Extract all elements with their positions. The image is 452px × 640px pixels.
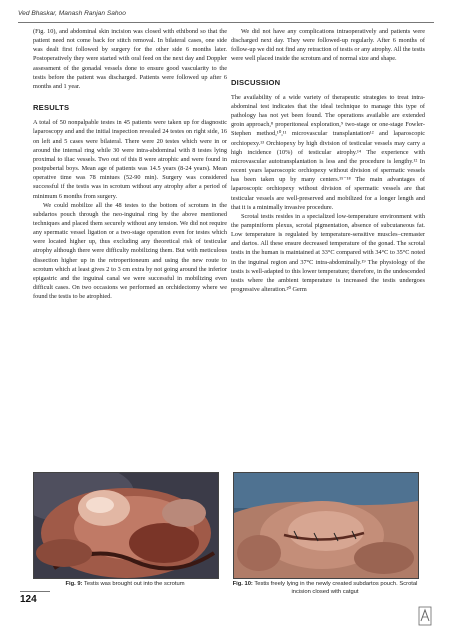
results-paragraph-1: A total of 50 nonpalpable testes in 45 patients were taken up for diagnostic laparoscopy and and the initial inspection revealed 24 testes on right side, 16 on left and 5 cases were bilateral. There were 20 testes which were in or around the internal ring while 30 were intra-abdominal with 8 testes lying proximal to iliac vessels. Two out of this 8 were atrophic and were found in postpubertal boys. Mean age of patients was 14.5 years (8-24 years). Mean operative time was 78 mintues (52-90 min). Surgery was considered successful if the testis was in scrotum without any atrophy after a period of minimum 6 months from surgery. xyxy=(33,119,227,200)
figure-9-photo xyxy=(33,472,219,579)
figure-10-caption-text: Testis freely lying in the newly created subdartos pouch. Scrotal incision closed with catgut xyxy=(254,581,418,595)
page-number: 124 xyxy=(20,591,50,605)
right-intro-paragraph: We did not have any complications intraoperatively and patients were discharged next day. They were followed-up regularly. After 6 months of follow-up we did not find any retraction of testis or any atrophy. All the testis were well placed inside the scrotum and of normal size and shape. xyxy=(231,28,425,63)
figure-9-label: Fig. 9: xyxy=(65,581,83,587)
discussion-heading: DISCUSSION xyxy=(231,77,281,87)
figure-10-caption xyxy=(226,581,424,596)
left-column xyxy=(33,27,227,301)
results-heading: RESULTS xyxy=(33,103,70,113)
figure-10-photo xyxy=(233,472,419,579)
left-intro-paragraph: (Fig. 10), and abdominal skin incision was closed with ethibond so that the patient need not come back for stitch removal. In bilateral cases, one side was dealt first followed by surgery for the other side 6 months later. Postoperatively they were started with oral feed on the next day and Doppler assessment of the gonadal vessels done to ensure good vascularity to the testis before the patient was discharged. Patients were followed up after 6 months and 1 year. xyxy=(33,28,227,90)
figure-9-caption xyxy=(33,581,217,589)
discussion-paragraph-2: Scrotal testis resides in a specialized low-temperature environment with the pampiniform plexus, scrotal pigmentation, absence of subcutaneous fat. Low temperature is regulated by temperature-sensitive muscles–cremaster and dartos. All these ensure decreased temperature of the gonad. The scrotal testis in the human is maintained at 33°C compared with 34°C to 35°C noted in the inguinal region and 37°C intra-abdominally.¹⁹ The physiology of the testis is well-adapted to this lower temperature; therefore, in the undescended testis where the ambient temperature is increased the testis undergoes progressive alteration.²⁰ Germ xyxy=(231,212,425,294)
figure-10-label: Fig. 10: xyxy=(232,581,253,587)
results-paragraph-2: We could mobilize all the 48 testes to the bottom of scrotum in the subdartos pouch through the neo-inguinal ring by the above mentioned techniques and placed them securely without any tension. We did not require any spermatic vessel ligation or a two-stage operation even for testes which were located higher up, thus excluding any theoretical risk of testicular atrophy although there were difficulty mobilizing them. But with meticulous dissection higher up in the retroperitoneum and using the new route to scrotum which at least gives 2 to 3 cm extra by not going around the inferior epigastric and the inguinal canal we were successful in mobilizing even difficult cases. On two occasions we performed an orchidectomy where we found the testis to be atrophied. xyxy=(33,201,227,301)
figure-9-caption-text: Testis was brought out into the scrotum xyxy=(84,581,185,587)
header-authors: Ved Bhaskar, Manash Ranjan Sahoo xyxy=(18,10,126,17)
running-header xyxy=(18,6,434,23)
discussion-paragraph-1: The availability of a wide variety of therapeutic strategies to treat intra-abdominal test indicates that the ideal technique to manage this type of pathology has not yet been found. The operations available are extended groin approach,⁸ properitoneal exploration,⁹ two-stage or one-stage Fowler-Stephen method,¹⁰,¹¹ microvascular transplantation¹² and laparoscopic orchiopexy.¹³ Orchiopexy by high division of testicular vessels may carry a high incidence (10%) of testicular atrophy.¹⁴ The experience with microvascular autotransplantation is less and the procedure is lengthy.¹² In recent years laparoscopic orchiopexy without division of spermatic vessels has been taken up by many centers.¹⁵⁻¹⁸ The main advantages of laparoscopic orchiopexy without division of spermatic vessels are that testicular vessels are well-preserved and mobilized for a longer length and that it is a minimally invasive procedure. xyxy=(231,93,425,211)
right-column xyxy=(231,27,425,294)
publisher-logo-icon xyxy=(418,606,432,626)
